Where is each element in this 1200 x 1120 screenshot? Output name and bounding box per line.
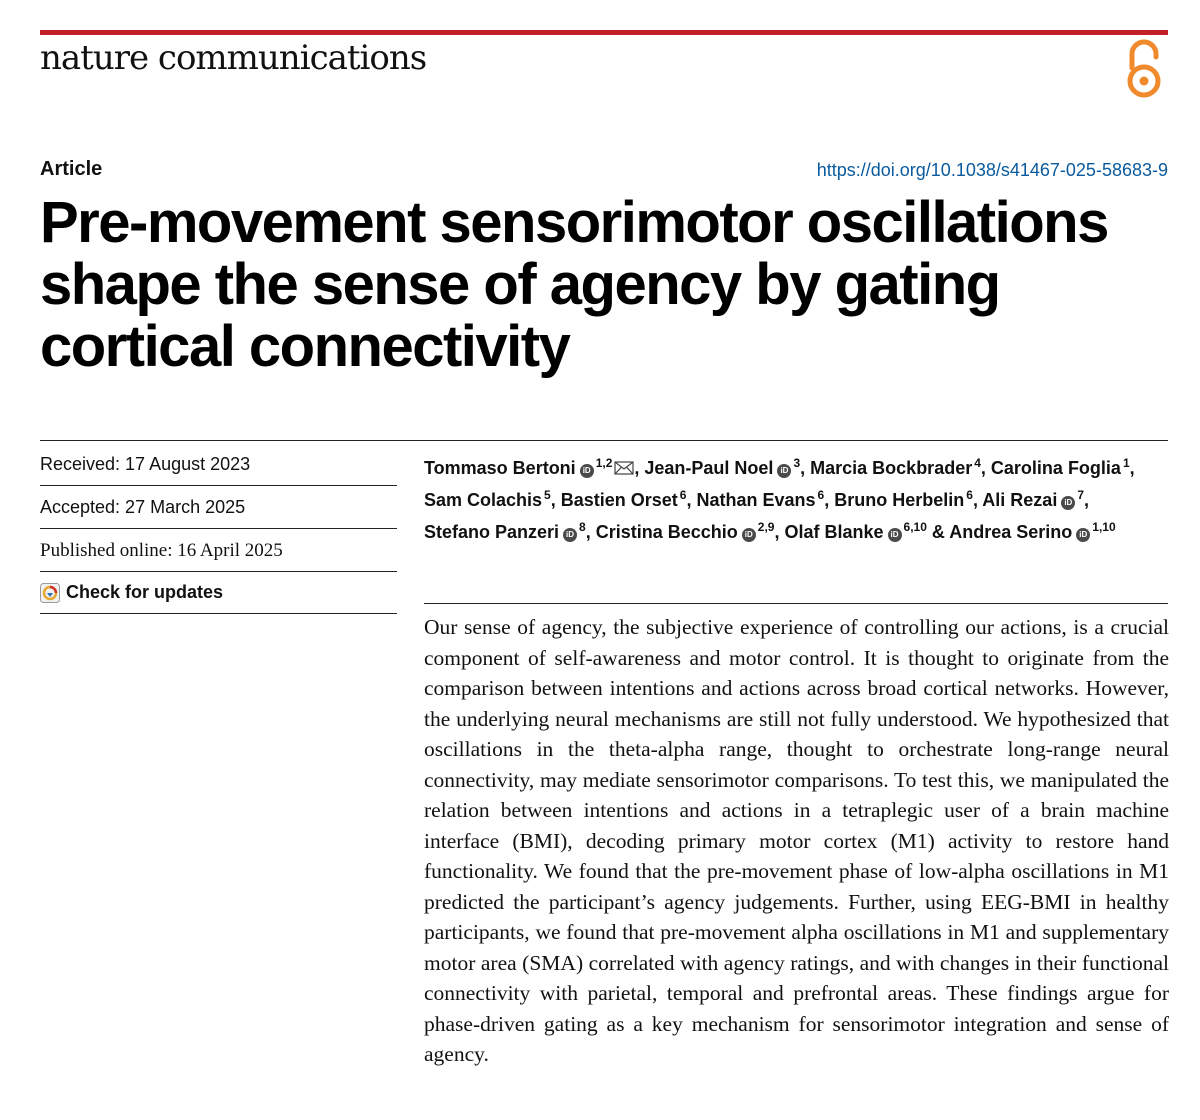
doi-link[interactable]: https://doi.org/10.1038/s41467-025-58683-9 — [816, 160, 1168, 180]
article-type-label: Article — [40, 158, 103, 180]
header-divider — [40, 440, 1168, 441]
affiliation-superscript: 1 — [1122, 456, 1130, 470]
affiliation-superscript: 3 — [793, 456, 801, 470]
meta-divider — [40, 571, 397, 572]
author-name[interactable]: Nathan Evans — [696, 490, 816, 510]
check-updates-icon — [40, 583, 60, 603]
accepted-date: Accepted: 27 March 2025 — [40, 497, 246, 517]
received-date: Received: 17 August 2023 — [40, 454, 251, 474]
email-icon[interactable] — [614, 461, 634, 475]
orcid-icon[interactable]: iD — [1061, 496, 1075, 510]
author-name[interactable]: Bastien Orset — [560, 490, 678, 510]
orcid-icon[interactable]: iD — [777, 464, 791, 478]
author-name[interactable]: Bruno Herbelin — [834, 490, 965, 510]
author-entry[interactable] — [561, 490, 687, 510]
meta-divider — [40, 528, 397, 529]
affiliation-superscript: 1,2 — [595, 456, 613, 470]
published-date: Published online: 16 April 2025 — [40, 540, 283, 561]
affiliation-superscript: 4 — [974, 456, 981, 470]
author-name[interactable]: Sam Colachis — [424, 490, 543, 510]
affiliation-superscript: 8 — [579, 520, 586, 534]
orcid-icon[interactable]: iD — [580, 464, 594, 478]
affiliation-superscript: 7 — [1077, 488, 1085, 502]
author-name[interactable]: Marcia Bockbrader — [810, 458, 973, 478]
author-entry[interactable] — [424, 490, 551, 510]
article-title: Pre-movement sensorimotor oscillations shape the sense of agency by gating cortical connectivity — [40, 190, 1108, 379]
author-name[interactable]: Carolina Foglia — [990, 458, 1121, 478]
affiliation-superscript: 6 — [966, 488, 973, 502]
author-entry[interactable] — [424, 458, 634, 478]
affiliation-superscript: 5 — [544, 488, 551, 502]
author-entry[interactable] — [982, 490, 1084, 510]
author-entry[interactable] — [697, 490, 825, 510]
check-updates-button[interactable] — [40, 582, 223, 603]
meta-divider — [40, 613, 397, 614]
affiliation-superscript: 6,10 — [903, 520, 927, 534]
author-entry[interactable] — [644, 458, 800, 478]
author-name[interactable]: Andrea Serino — [949, 522, 1073, 542]
author-list: Tommaso Bertoni iD$^{1,2}$ , Jean-Paul Noel $iD^3$, Marcia Bockbrader $^4$, Carolina Foglia $^1$, Sam Colachis $^5$, Bastien Orset $^6$, Nathan Evans $^6$, Bruno Herbelin $^6$, Ali Rezai $iD^7$, Stefano Panzeri $iD^8$, Cristina Becchio iD$^{2,9}$, Olaf Blanke iD$^{6,10}$ & Andrea Serino iD$^{1,10}$ — [424, 456, 1135, 542]
author-entry[interactable] — [810, 458, 981, 478]
orcid-icon[interactable]: iD — [563, 528, 577, 542]
affiliation-superscript: 2,9 — [757, 520, 775, 534]
orcid-icon[interactable]: iD — [742, 528, 756, 542]
orcid-icon[interactable]: iD — [888, 528, 902, 542]
affiliation-superscript: 6 — [817, 488, 825, 502]
open-access-icon — [1120, 38, 1168, 100]
journal-accent-rule — [40, 30, 1168, 35]
author-name[interactable]: Jean-Paul Noel — [644, 458, 774, 478]
author-name[interactable]: Stefano Panzeri — [424, 522, 560, 542]
author-name[interactable]: Tommaso Bertoni — [424, 458, 576, 478]
check-updates-label: Check for updates — [66, 582, 224, 602]
author-name[interactable]: Olaf Blanke — [784, 522, 884, 542]
author-name[interactable]: Ali Rezai — [982, 490, 1058, 510]
author-entry[interactable] — [596, 522, 775, 542]
author-entry[interactable] — [991, 458, 1130, 478]
abstract-divider — [424, 603, 1168, 604]
orcid-icon[interactable]: iD — [1076, 528, 1090, 542]
author-entry[interactable] — [785, 522, 927, 542]
affiliation-superscript: 6 — [679, 488, 687, 502]
author-name[interactable]: Cristina Becchio — [595, 522, 738, 542]
abstract-text: Our sense of agency, the subjective experience of controlling our actions, is a crucial component of self-awareness and motor control. It is thought to originate from the comparison between intentions and actions across broad cortical networks. However, the underlying neural mechanisms are still not fully understood. We hypothesized that oscillations in the theta-alpha range, thought to orchestrate long-range neural connectivity, may mediate sensorimotor comparisons. To test this, we manipulated the relation between intentions and actions in a tetraplegic user of a brain machine interface (BMI), decoding primary motor cortex (M1) activity to restore hand functionality. We found that the pre-movement phase of low-alpha oscillations in M1 predicted the participant’s agency judgements. Further, using EEG-BMI in healthy participants, we found that pre-movement alpha oscillations in M1 and supplementary motor area (SMA) correlated with agency ratings, and with changes in their functional connectivity with parietal, temporal and prefrontal areas. These findings argue for phase-driven gating as a key mechanism for sensorimotor integration and sense of agency. — [424, 615, 1169, 1066]
author-entry[interactable] — [424, 522, 586, 542]
author-entry[interactable] — [949, 522, 1115, 542]
meta-divider — [40, 485, 397, 486]
affiliation-superscript: 1,10 — [1092, 520, 1116, 534]
author-entry[interactable] — [834, 490, 973, 510]
journal-name[interactable]: nature communications — [40, 38, 427, 78]
